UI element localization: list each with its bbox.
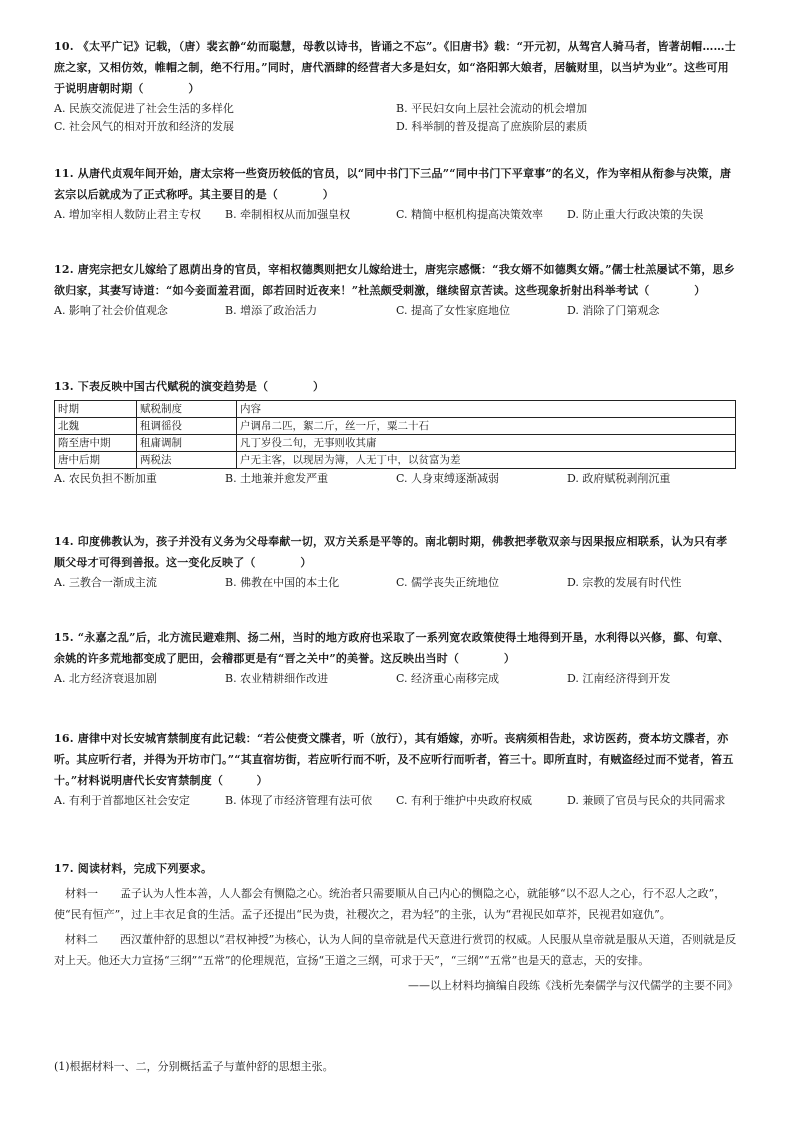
table-cell: 户调帛二匹，絮二斤，丝一斤，粟二十石 [237, 418, 736, 435]
table-header: 赋税制度 [137, 401, 237, 418]
option-d[interactable]: D. 消除了门第观念 [567, 304, 660, 317]
option-a[interactable]: A. 增加宰相人数防止君主专权 [54, 208, 201, 221]
table-header: 时期 [55, 401, 137, 418]
option-b[interactable]: B. 体现了市经济管理有法可依 [225, 794, 373, 807]
option-a[interactable]: A. 民族交流促进了社会生活的多样化 [54, 102, 234, 115]
table-cell: 凡丁岁役二旬，无事则收其庸 [237, 435, 736, 452]
table-header-row [55, 401, 736, 418]
question-12 [54, 259, 738, 320]
option-c[interactable]: C. 人身束缚逐渐减弱 [396, 472, 500, 485]
option-c[interactable]: C. 提高了女性家庭地位 [396, 304, 511, 317]
option-a[interactable]: A. 北方经济衰退加剧 [54, 672, 157, 685]
question-stem: 16. 唐律中对长安城宵禁制度有此记载：“若公使赍文牒者，听（放行），其有婚嫁，亦听。丧病须相告赴，求访医药，赍本坊文牒者，亦听。其应听行者，并得为开坊市门。”“其直宿坊街，若应听行而不听，及不应听行而听者，笞三十。即所直时，有贼盗经过而不觉者，笞五十。”材料说明唐代长安宵禁制度（ ） [54, 732, 734, 787]
table-cell: 隋至唐中期 [55, 435, 137, 452]
option-c[interactable]: C. 经济重心南移完成 [396, 672, 500, 685]
option-b[interactable]: B. 牵制相权从而加强皇权 [225, 208, 351, 221]
option-c[interactable]: C. 有利于维护中央政府权威 [396, 794, 533, 807]
options [54, 792, 738, 810]
question-stem: 14. 印度佛教认为，孩子并没有义务为父母奉献一切，双方关系是平等的。南北朝时期，佛教把孝敬双亲与因果报应相联系，认为只有孝顺父母才可得到善报。这一变化反映了（ ） [54, 535, 728, 569]
option-c[interactable]: C. 儒学丧失正统地位 [396, 576, 500, 589]
option-b[interactable]: B. 土地兼并愈发严重 [225, 472, 329, 485]
option-d[interactable]: D. 宗教的发展有时代性 [567, 576, 682, 589]
question-stem: 11. 从唐代贞观年间开始，唐太宗将一些资历较低的官员，以“同中书门下三品”“同中书门下平章事”的名义，作为宰相从衔参与决策，唐玄宗以后就成为了正式称呼。其主要目的是（ ） [54, 167, 732, 201]
option-d[interactable]: D. 防止重大行政决策的失误 [567, 208, 704, 221]
option-c[interactable]: C. 精简中枢机构提高决策效率 [396, 208, 544, 221]
material-2: 材料二 西汉董仲舒的思想以“君权神授”为核心，认为人间的皇帝就是代天意进行赏罚的权威。人民服从皇帝就是服从天道，否则就是反对上天。他还大力宣扬“三纲”“五常”的伦理规范，宣扬“王道之三纲，可求于天”，“三纲”“五常”也是天的意志，天的安排。 [54, 933, 737, 967]
question-stem: 12. 唐宪宗把女儿嫁给了恩荫出身的官员，宰相权德舆则把女儿嫁给进士，唐宪宗感慨：“我女婿不如德舆女婿。”儒士杜羔屡试不第，思乡欲归家，其妻写诗道：“如今妾面羞君面，郎若回时近夜来！”杜羔颇受刺激，继续留京苦读。这些现象折射出科举考试（ ） [54, 263, 735, 297]
question-stem: 13. 下表反映中国古代赋税的演变趋势是（ ） [54, 380, 325, 393]
table-cell: 唐中后期 [55, 452, 137, 469]
question-stem: 10. 《太平广记》记载，（唐）裴玄静“幼而聪慧，母教以诗书，皆诵之不忘”。《旧唐书》载：“开元初，从驾宫人骑马者，皆著胡帽……士庶之家，又相仿效，帷帽之制，绝不行用。”同时，唐代酒肆的经营者大多是妇女，如“洛阳郭大娘者，居毓财里，以当垆为业”。这些可用于说明唐朝时期（ ） [54, 40, 736, 95]
option-d[interactable]: D. 兼顾了官员与民众的共同需求 [567, 794, 726, 807]
option-c[interactable]: C. 社会风气的相对开放和经济的发展 [54, 120, 235, 133]
sub-question-1: (1)根据材料一、二，分别概括孟子与董仲舒的思想主张。 [54, 1060, 334, 1073]
question-13 [54, 376, 738, 488]
table-row [55, 435, 736, 452]
options [54, 470, 738, 488]
source-citation: ——以上材料均摘编自段练《浅析先秦儒学与汉代儒学的主要不同》 [408, 979, 738, 992]
option-d[interactable]: D. 科举制的普及提高了庶族阶层的素质 [396, 120, 588, 133]
options [54, 100, 738, 136]
options [54, 206, 738, 224]
question-10 [54, 36, 738, 136]
question-11 [54, 163, 738, 224]
option-d[interactable]: D. 江南经济得到开发 [567, 672, 671, 685]
tax-table [54, 400, 736, 469]
option-a[interactable]: A. 农民负担不断加重 [54, 472, 157, 485]
table-cell: 两税法 [137, 452, 237, 469]
table-row [55, 452, 736, 469]
table-cell: 北魏 [55, 418, 137, 435]
option-b[interactable]: B. 佛教在中国的本土化 [225, 576, 340, 589]
table-cell: 户无主客，以现居为簿，人无丁中，以贫富为差 [237, 452, 736, 469]
option-a[interactable]: A. 有利于首都地区社会安定 [54, 794, 190, 807]
table-row [55, 418, 736, 435]
question-16 [54, 728, 738, 810]
option-b[interactable]: B. 农业精耕细作改进 [225, 672, 329, 685]
question-17 [54, 858, 738, 996]
options [54, 670, 738, 688]
question-stem: 15. “永嘉之乱”后，北方流民避难荆、扬二州，当时的地方政府也采取了一系列宽农政策使得土地得到开垦，水利得以兴修，鄞、句章、余姚的许多荒地都变成了肥田，会稽郡更是有“晋之关中”的美誉。这反映出当时（ ） [54, 631, 730, 665]
question-15 [54, 627, 738, 688]
table-cell: 租调徭役 [137, 418, 237, 435]
question-stem: 17. 阅读材料，完成下列要求。 [54, 862, 213, 875]
material-1: 材料一 孟子认为人性本善，人人都会有恻隐之心。统治者只需要顺从自己内心的恻隐之心，就能够“以不忍人之心，行不忍人之政”，使“民有恒产”，过上丰衣足食的生活。孟子还提出“民为贵，社稷次之，君为轻”的主张，认为“君视民如草芥，民视君如寇仇”。 [54, 887, 726, 921]
options [54, 302, 738, 320]
option-d[interactable]: D. 政府赋税剥削沉重 [567, 472, 671, 485]
option-b[interactable]: B. 增添了政治活力 [225, 304, 318, 317]
options [54, 574, 738, 592]
table-cell: 租庸调制 [137, 435, 237, 452]
question-14 [54, 531, 738, 592]
option-b[interactable]: B. 平民妇女向上层社会流动的机会增加 [396, 102, 588, 115]
table-header: 内容 [237, 401, 736, 418]
option-a[interactable]: A. 影响了社会价值观念 [54, 304, 168, 317]
option-a[interactable]: A. 三教合一渐成主流 [54, 576, 157, 589]
